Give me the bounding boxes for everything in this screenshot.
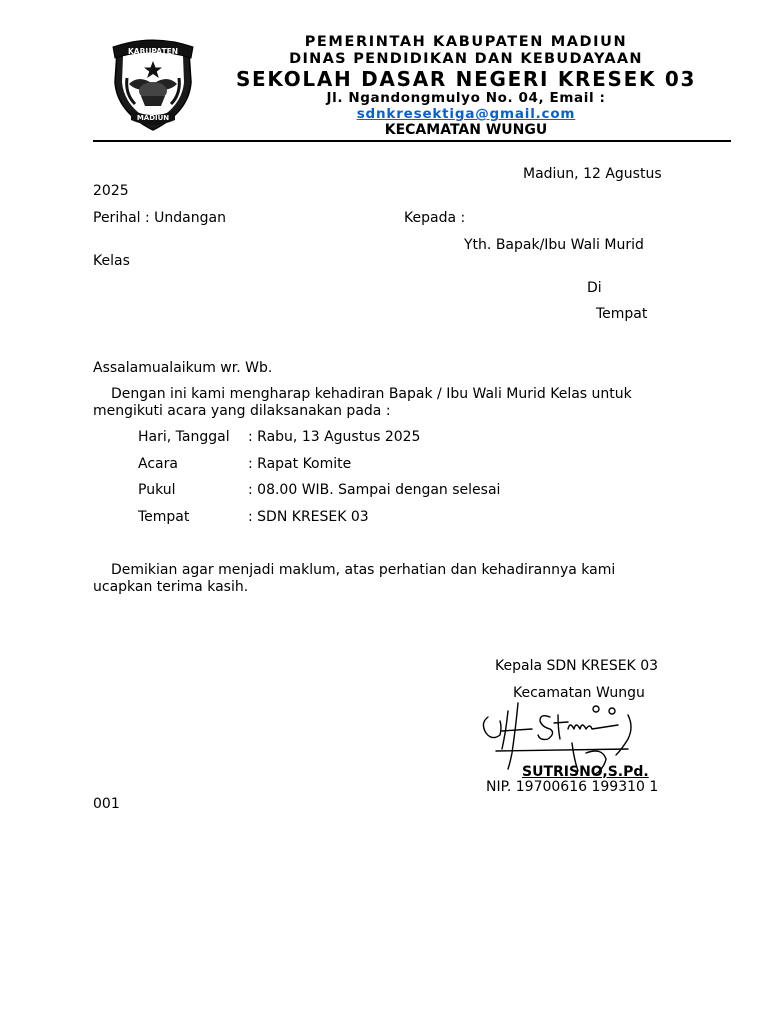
letterhead-address: Jl. Ngandongmulyo No. 04, Email : — [326, 90, 606, 106]
recipient-name-continued: Kelas — [93, 253, 130, 269]
logo-bottom-text: MADIUN — [136, 114, 170, 122]
recipient-label: Kepada : — [404, 210, 466, 226]
letterhead-district: KECAMATAN WUNGU — [384, 122, 548, 138]
detail-value-event: : Rapat Komite — [248, 456, 352, 472]
signatory-name: SUTRISNO,S.Pd. — [522, 764, 649, 780]
detail-value-date: : Rabu, 13 Agustus 2025 — [248, 429, 421, 445]
detail-label-place: Tempat — [138, 509, 190, 525]
logo-top-text: KABUPATEN — [128, 47, 178, 56]
signatory-title: Kepala SDN KRESEK 03 — [495, 658, 659, 674]
signatory-nip-continued: 001 — [93, 796, 120, 812]
detail-label-event: Acara — [138, 456, 178, 472]
letterhead-divider — [93, 140, 731, 142]
signatory-subtitle: Kecamatan Wungu — [513, 685, 645, 701]
greeting: Assalamualaikum wr. Wb. — [93, 360, 273, 376]
recipient-name: Yth. Bapak/Ibu Wali Murid — [464, 237, 644, 253]
intro-paragraph: Dengan ini kami mengharap kehadiran Bapak / Ibu Wali Murid Kelas untuk mengikuti acara yang dilaksanakan pada : — [93, 386, 632, 419]
letter-date: Madiun, 12 Agustus — [523, 166, 662, 182]
letterhead-school-name: SEKOLAH DASAR NEGERI KRESEK 03 — [235, 67, 697, 91]
detail-value-time: : 08.00 WIB. Sampai dengan selesai — [248, 482, 501, 498]
signatory-nip: NIP. 19700616 199310 1 — [486, 779, 659, 795]
letter-subject: Perihal : Undangan — [93, 210, 226, 226]
recipient-di: Di — [587, 280, 602, 296]
closing-paragraph: Demikian agar menjadi maklum, atas perhatian dan kehadirannya kami ucapkan terima kasih. — [93, 562, 616, 595]
detail-label-date: Hari, Tanggal — [138, 429, 230, 445]
letterhead-department: DINAS PENDIDIKAN DAN KEBUDAYAAN — [289, 51, 643, 67]
regency-coat-of-arms-icon — [105, 36, 201, 134]
detail-value-place: : SDN KRESEK 03 — [248, 509, 369, 525]
letter-date-year: 2025 — [93, 183, 129, 199]
detail-label-time: Pukul — [138, 482, 176, 498]
recipient-place: Tempat — [596, 306, 648, 322]
letterhead-email-line — [215, 106, 717, 122]
email-link[interactable]: sdnkresektiga@gmail.com — [356, 106, 576, 122]
letterhead-government: PEMERINTAH KABUPATEN MADIUN — [304, 34, 628, 50]
